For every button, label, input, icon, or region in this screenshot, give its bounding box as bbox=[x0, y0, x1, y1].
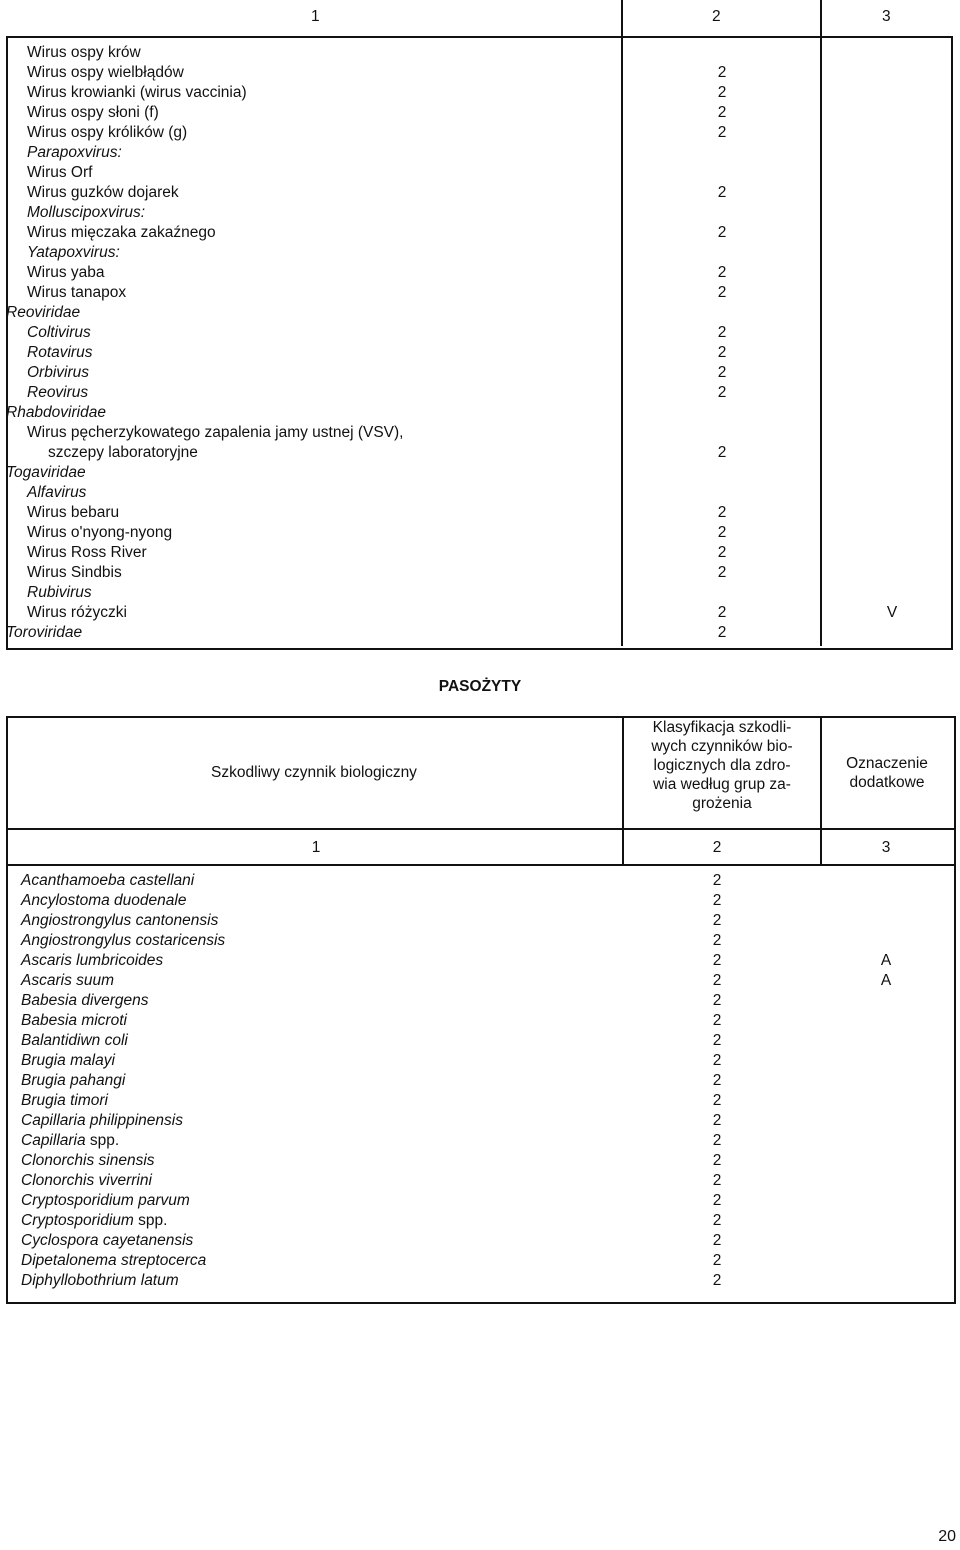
table-row bbox=[6, 263, 951, 283]
column-number-2: 2 bbox=[712, 8, 721, 25]
agent-name bbox=[21, 1131, 119, 1151]
risk-group: 2 bbox=[712, 872, 722, 889]
agent-name: Wirus Sindbis bbox=[27, 564, 122, 581]
agent-name: Toroviridae bbox=[6, 624, 83, 641]
agent-name-italic: Balantidiwn coli bbox=[21, 1032, 128, 1049]
header-line: wia według grup za- bbox=[653, 776, 791, 793]
agent-name-italic: Babesia divergens bbox=[21, 992, 149, 1009]
table-row bbox=[6, 603, 951, 623]
agent-name-italic: Acanthamoeba castellani bbox=[21, 872, 195, 889]
agent-name: Coltivirus bbox=[27, 324, 91, 341]
agent-name bbox=[21, 991, 149, 1011]
header-agent: Szkodliwy czynnik biologiczny bbox=[211, 764, 417, 781]
table-row bbox=[6, 283, 951, 303]
table-row bbox=[6, 1271, 954, 1291]
table-row bbox=[6, 1171, 954, 1191]
risk-group: 2 bbox=[712, 892, 722, 909]
risk-group: 2 bbox=[712, 912, 722, 929]
table-row bbox=[6, 951, 954, 971]
page-number: 20 bbox=[938, 1528, 956, 1545]
agent-name: Wirus ospy wielbłądów bbox=[27, 64, 184, 81]
table-row bbox=[6, 583, 951, 603]
agent-name-italic: Capillaria philippinensis bbox=[21, 1112, 183, 1129]
agent-name: Parapoxvirus: bbox=[27, 144, 122, 161]
agent-name: Rotavirus bbox=[27, 344, 93, 361]
agent-name: Rubivirus bbox=[27, 584, 92, 601]
agent-name: Reovirus bbox=[27, 384, 89, 401]
risk-group: 2 bbox=[712, 1272, 722, 1289]
table-row bbox=[6, 1031, 954, 1051]
table-row bbox=[6, 891, 954, 911]
table-row bbox=[6, 1051, 954, 1071]
risk-group: 2 bbox=[712, 1232, 722, 1249]
agent-name bbox=[21, 1051, 115, 1071]
agent-name-italic: Ancylostoma duodenale bbox=[21, 892, 187, 909]
agent-name-italic: Ascaris lumbricoides bbox=[21, 952, 164, 969]
risk-group: 2 bbox=[717, 84, 727, 101]
header-divider bbox=[6, 864, 954, 866]
table-row bbox=[6, 1251, 954, 1271]
agent-name bbox=[21, 1271, 179, 1291]
column-number-2: 2 bbox=[712, 839, 722, 856]
agent-name bbox=[21, 1071, 125, 1091]
column-number-1: 1 bbox=[311, 839, 321, 856]
agent-name bbox=[21, 911, 218, 931]
table-row bbox=[6, 971, 954, 991]
risk-group: 2 bbox=[717, 504, 727, 521]
risk-group: 2 bbox=[717, 544, 727, 561]
agent-name: Wirus yaba bbox=[27, 264, 105, 281]
table-row bbox=[6, 463, 951, 483]
agent-name bbox=[21, 1231, 193, 1251]
agent-name: Wirus guzków dojarek bbox=[27, 184, 179, 201]
table-row bbox=[6, 1071, 954, 1091]
agent-name bbox=[21, 1111, 183, 1131]
table-row bbox=[6, 1011, 954, 1031]
header-line: grożenia bbox=[692, 795, 752, 812]
risk-group: 2 bbox=[712, 1052, 722, 1069]
agent-name: Wirus o'nyong-nyong bbox=[27, 524, 173, 541]
risk-group: 2 bbox=[717, 564, 727, 581]
risk-group: 2 bbox=[717, 324, 727, 341]
parasite-table bbox=[6, 716, 954, 1302]
agent-name: Wirus krowianki (wirus vaccinia) bbox=[27, 84, 247, 101]
agent-name-italic: Dipetalonema streptocerca bbox=[21, 1252, 207, 1269]
table-row bbox=[6, 443, 951, 463]
table-row bbox=[6, 483, 951, 503]
agent-name: Reoviridae bbox=[6, 304, 81, 321]
section-title: PASOŻYTY bbox=[438, 678, 522, 695]
risk-group: 2 bbox=[717, 64, 727, 81]
header-line: Oznaczenie bbox=[846, 755, 928, 772]
risk-group: 2 bbox=[717, 624, 727, 641]
agent-name-suffix: spp. bbox=[133, 1212, 168, 1229]
risk-group: 2 bbox=[717, 264, 727, 281]
agent-name-italic: Babesia microti bbox=[21, 1012, 127, 1029]
agent-name: Wirus mięczaka zakaźnego bbox=[27, 224, 216, 241]
agent-name-italic: Angiostrongylus cantonensis bbox=[21, 912, 219, 929]
table-row bbox=[6, 43, 951, 63]
risk-group: 2 bbox=[717, 284, 727, 301]
agent-name bbox=[21, 1031, 128, 1051]
table-row bbox=[6, 303, 951, 323]
header-line: logicznych dla zdro- bbox=[653, 757, 791, 774]
risk-group: 2 bbox=[717, 604, 727, 621]
table-row bbox=[6, 991, 954, 1011]
risk-group: 2 bbox=[712, 1092, 722, 1109]
column-number-3: 3 bbox=[882, 8, 891, 25]
table-row bbox=[6, 1211, 954, 1231]
risk-group: 2 bbox=[712, 1172, 722, 1189]
table-row bbox=[6, 323, 951, 343]
agent-name: Wirus ospy królików (g) bbox=[27, 124, 188, 141]
risk-group: 2 bbox=[717, 444, 727, 461]
risk-group: 2 bbox=[712, 1072, 722, 1089]
risk-group: 2 bbox=[712, 1252, 722, 1269]
agent-name bbox=[21, 1211, 167, 1231]
risk-group: 2 bbox=[717, 524, 727, 541]
header-classification bbox=[624, 718, 820, 813]
table-row bbox=[6, 63, 951, 83]
table-row bbox=[6, 543, 951, 563]
agent-name-italic: Angiostrongylus costaricensis bbox=[21, 932, 226, 949]
risk-group: 2 bbox=[712, 1112, 722, 1129]
column-number-1: 1 bbox=[311, 8, 320, 25]
agent-name-italic: Brugia timori bbox=[21, 1092, 108, 1109]
table-row bbox=[6, 183, 951, 203]
agent-name-italic: Ascaris suum bbox=[21, 972, 115, 989]
table-row bbox=[6, 623, 951, 643]
agent-name: Orbivirus bbox=[27, 364, 90, 381]
header-divider bbox=[6, 828, 954, 830]
agent-name: Togaviridae bbox=[6, 464, 86, 481]
table-row bbox=[6, 1191, 954, 1211]
risk-group: 2 bbox=[712, 1192, 722, 1209]
agent-name bbox=[21, 951, 163, 971]
agent-name bbox=[21, 891, 186, 911]
agent-name-suffix: spp. bbox=[85, 1132, 120, 1149]
agent-name-italic: Cryptosporidium parvum bbox=[21, 1192, 190, 1209]
agent-name-italic: Diphyllobothrium latum bbox=[21, 1272, 179, 1289]
table-row bbox=[6, 243, 951, 263]
risk-group: 2 bbox=[712, 1032, 722, 1049]
agent-name: Molluscipoxvirus: bbox=[27, 204, 146, 221]
table-row bbox=[6, 383, 951, 403]
agent-name: szczepy laboratoryjne bbox=[48, 444, 198, 461]
agent-name bbox=[21, 1091, 108, 1111]
table-row bbox=[6, 203, 951, 223]
table-row bbox=[6, 343, 951, 363]
agent-name: Wirus tanapox bbox=[27, 284, 127, 301]
table-row bbox=[6, 1231, 954, 1251]
table-row bbox=[6, 163, 951, 183]
table-row bbox=[6, 871, 954, 891]
agent-name: Wirus bebaru bbox=[27, 504, 120, 521]
risk-group: 2 bbox=[717, 344, 727, 361]
risk-group: 2 bbox=[712, 972, 722, 989]
risk-group: 2 bbox=[717, 104, 727, 121]
agent-name bbox=[21, 1171, 152, 1191]
table-row bbox=[6, 1151, 954, 1171]
table-row bbox=[6, 223, 951, 243]
risk-group: 2 bbox=[712, 1152, 722, 1169]
table-row bbox=[6, 83, 951, 103]
agent-name-italic: Clonorchis sinensis bbox=[21, 1152, 155, 1169]
header-additional bbox=[822, 754, 952, 792]
table-row bbox=[6, 523, 951, 543]
agent-name: Yatapoxvirus: bbox=[27, 244, 120, 261]
agent-name-italic: Clonorchis viverrini bbox=[21, 1172, 152, 1189]
risk-group: 2 bbox=[712, 932, 722, 949]
header-line: wych czynników bio- bbox=[651, 738, 793, 755]
table-row bbox=[6, 143, 951, 163]
agent-name: Rhabdoviridae bbox=[6, 404, 106, 421]
agent-name bbox=[21, 971, 114, 991]
table-row bbox=[6, 363, 951, 383]
table-row bbox=[6, 1091, 954, 1111]
table-row bbox=[6, 403, 951, 423]
risk-group: 2 bbox=[717, 224, 727, 241]
risk-group: 2 bbox=[717, 364, 727, 381]
agent-name bbox=[21, 1191, 190, 1211]
agent-name-italic: Brugia pahangi bbox=[21, 1072, 126, 1089]
column-number-3: 3 bbox=[881, 839, 891, 856]
table-row bbox=[6, 123, 951, 143]
header-line: dodatkowe bbox=[849, 774, 925, 791]
agent-name bbox=[21, 1011, 127, 1031]
table-row bbox=[6, 563, 951, 583]
agent-name-italic: Capillaria bbox=[21, 1132, 86, 1149]
agent-name-italic: Cryptosporidium bbox=[21, 1212, 134, 1229]
risk-group: 2 bbox=[717, 124, 727, 141]
agent-name bbox=[21, 871, 194, 891]
header-line: Klasyfikacja szkodli- bbox=[652, 719, 792, 736]
agent-name-italic: Brugia malayi bbox=[21, 1052, 115, 1069]
table-row bbox=[6, 1111, 954, 1131]
risk-group: 2 bbox=[712, 952, 722, 969]
risk-group: 2 bbox=[712, 1212, 722, 1229]
table-row bbox=[6, 103, 951, 123]
agent-name: Wirus pęcherzykowatego zapalenia jamy ustnej (VSV), bbox=[27, 424, 404, 441]
risk-group: 2 bbox=[712, 1132, 722, 1149]
agent-name: Wirus różyczki bbox=[27, 604, 127, 621]
additional-mark: A bbox=[880, 952, 892, 969]
table-row bbox=[6, 911, 954, 931]
additional-mark: V bbox=[886, 604, 898, 621]
table-row bbox=[6, 1131, 954, 1151]
agent-name: Alfavirus bbox=[27, 484, 87, 501]
virus-table bbox=[6, 0, 951, 648]
risk-group: 2 bbox=[717, 384, 727, 401]
agent-name: Wirus ospy krów bbox=[27, 44, 141, 61]
agent-name-italic: Cyclospora cayetanensis bbox=[21, 1232, 194, 1249]
agent-name bbox=[21, 931, 225, 951]
risk-group: 2 bbox=[717, 184, 727, 201]
table-row bbox=[6, 503, 951, 523]
risk-group: 2 bbox=[712, 992, 722, 1009]
risk-group: 2 bbox=[712, 1012, 722, 1029]
agent-name bbox=[21, 1151, 155, 1171]
agent-name: Wirus ospy słoni (f) bbox=[27, 104, 159, 121]
table-row bbox=[6, 931, 954, 951]
table-row bbox=[6, 423, 951, 443]
agent-name bbox=[21, 1251, 206, 1271]
agent-name: Wirus Ross River bbox=[27, 544, 147, 561]
additional-mark: A bbox=[880, 972, 892, 989]
agent-name: Wirus Orf bbox=[27, 164, 93, 181]
